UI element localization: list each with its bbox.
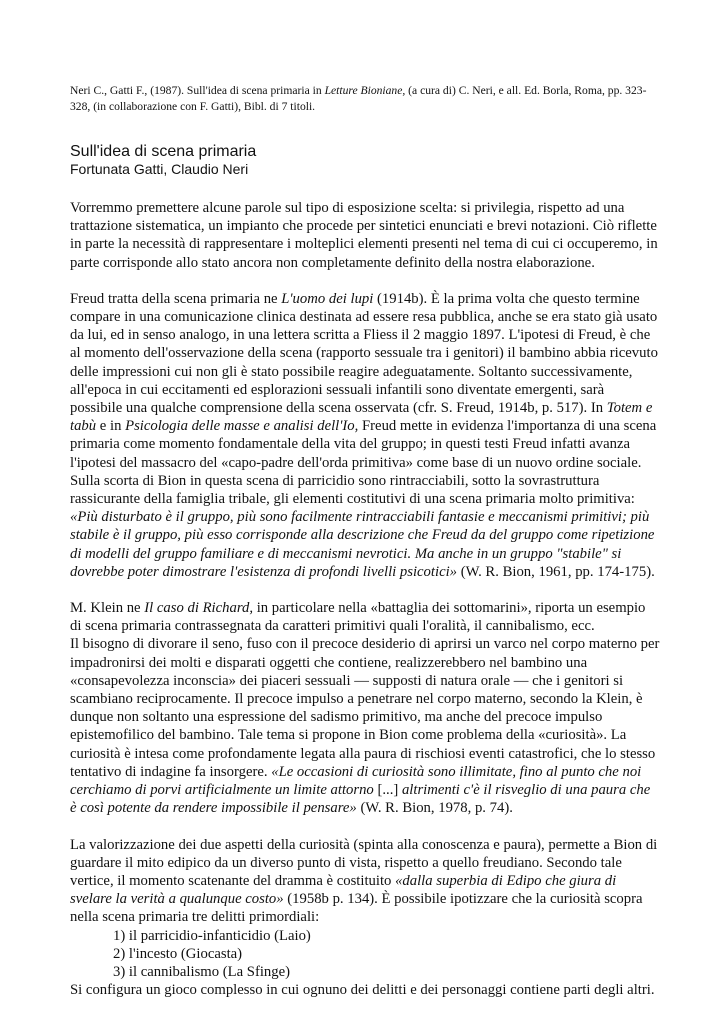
article-title: Sull'idea di scena primaria	[70, 143, 257, 160]
document-page	[70, 83, 660, 999]
citation-text: Neri C., Gatti F., (1987). Sull'idea di scena primaria in	[70, 84, 325, 97]
article-body	[70, 199, 660, 999]
list-item: 1) il parricidio-infanticidio (Laio)	[113, 927, 311, 944]
list-item: 3) il cannibalismo (La Sfinge)	[113, 963, 291, 980]
list-item: 2) l'incesto (Giocasta)	[113, 945, 243, 962]
crimes-list	[70, 927, 660, 982]
article-authors: Fortunata Gatti, Claudio Neri	[70, 161, 249, 177]
paragraph-intro: Vorremmo premettere alcune parole sul tipo di esposizione scelta: si privilegia, rispetto ad una trattazione sistematica, un impianto che procede per sintetici enunciati e brevi notazioni. Ciò riflette in parte la necessità di rappresentare i molteplici elementi presenti nel tema di cui ci occuperemo, in parte corrisponde allo stato ancora non completamente definito della nostra elaborazione.	[70, 200, 658, 271]
citation	[70, 83, 660, 115]
bion-quote: «Le occasioni di curiosità sono illimitate, fino al punto che noi cerchiamo di porvi artificialmente un limite attorno	[70, 763, 642, 799]
citation-text-end: (a cura di) C. Neri, e all. Ed. Borla, Roma, pp. 323-328, (in collaborazione con F. Gatti), Bibl. di 7 titoli.	[70, 84, 647, 113]
paragraph-klein: M. Klein ne Il caso di Richard, in particolare nella «battaglia dei sottomarini», riporta un esempio di scena primaria contrassegnata da caratteri primitivi quali l'oralità, il cannibalismo, ecc. Il bisogno di divorare il seno, fuso con il precoce desiderio di aprirsi un varco nel corpo materno per impadronirsi dei molti e disparati oggetti che contiene, realizzerebbero nel bambino una «consapevolezza inconscia» dei piaceri sessuali — supposti di natura orale — che i genitori si scambiano reciprocamente. Il precoce impulso a penetrare nel corpo materno, secondo la Klein, è dunque non soltanto una espressione del sadismo primitivo, ma anche del precoce impulso epistemofilico del bambino. Tale tema si propone in Bion come problema della «curiosità». La curiosità è intesa come profondamente legata alla paura di rischiosi eventi catastrofici, che lo stesso tentativo di indagine fa insorgere. «Le occasioni di curiosità sono illimitate, fino al punto che noi cerchiamo di porvi artificialmente un limite attorno [...] altrimenti c'è il risveglio di una paura che è così potente da rendere impossibile il pensare» (W. R. Bion, 1978, p. 74).	[70, 600, 660, 817]
citation-book-title: Letture Bioniane,	[324, 84, 406, 97]
closing-sentence: Si configura un gioco complesso in cui ognuno dei delitti e dei personaggi contiene parti degli altri.	[70, 982, 655, 999]
paragraph-curiosity: La valorizzazione dei due aspetti della curiosità (spinta alla conoscenza e paura), permette a Bion di guardare il mito edipico da un diverso punto di vista, rispetto a quello freudiano. Secondo tale vertice, il momento scatenante del dramma è costituito «dalla superbia di Edipo che giura di svelare la verità a qualunque costo» (1958b p. 134). È possibile ipotizzare che la curiosità scopra nella scena primaria tre delitti primordiali: 1) il parricidio-infanticidio (Laio) 2) l'incesto (Giocasta) 3) il cannibalismo (La Sfinge) Si configura un gioco complesso in cui ognuno dei delitti e dei personaggi contiene parti degli altri.	[70, 836, 660, 1000]
paragraph-freud: Freud tratta della scena primaria ne L'uomo dei lupi (1914b). È la prima volta che questo termine compare in una comunicazione clinica destinata ad essere resa pubblica, anche se era stato già usato da lui, ed in senso analogo, in una lettera scritta a Fliess il 2 maggio 1897. L'ipotesi di Freud, è che al momento dell'osservazione della scena (rapporto sessuale tra i genitori) il bambino abbia ricevuto delle impressioni cui non gli è stato possibile reagire adeguatamente. Soltanto successivamente, all'epoca in cui eccitamenti ed esplorazioni sessuali infantili sono diventate emergenti, sarà possibile una qualche comprensione della scena osservata (cfr. S. Freud, 1914b, p. 517). In Totem e tabù e in Psicologia delle masse e analisi dell'Io, Freud mette in evidenza l'importanza di una scena primaria come momento fondamentale della vita del gruppo; in questi testi Freud infatti avanza l'ipotesi del massacro del «capo-padre dell'orda primitiva» come base di un nuovo ordine sociale. Sulla scorta di Bion in questa scena di parricidio sono rintracciabili, sotto la sovrastruttura rassicurante della famiglia tribale, gli elementi costitutivi di una scena primaria molto primitiva: «Più disturbato è il gruppo, più sono facilmente rintracciabili fantasie e meccanismi primitivi; più stabile è il gruppo, più esso corrisponde alla descrizione che Freud da del gruppo come ripetizione di modelli del gruppo familiare e di meccanismi nevrotici. Ma anche in un gruppo "stabile" si dovrebbe poter dimostrare l'esistenza di profondi livelli psicotici» (W. R. Bion, 1961, pp. 174-175).	[70, 290, 658, 580]
bion-quote: «dalla superbia di Edipo che giura di svelare la verità a qualunque costo»	[70, 872, 617, 908]
bion-quote: «Più disturbato è il gruppo, più sono facilmente rintracciabili fantasie e meccanismi primitivi; più stabile è il gruppo, più esso corrisponde alla descrizione che Freud da del gruppo come ripetizione di modelli del gruppo familiare e di meccanismi nevrotici. Ma anche in un gruppo "stabile" si dovrebbe poter dimostrare l'esistenza di profondi livelli psicotici»	[70, 509, 655, 580]
